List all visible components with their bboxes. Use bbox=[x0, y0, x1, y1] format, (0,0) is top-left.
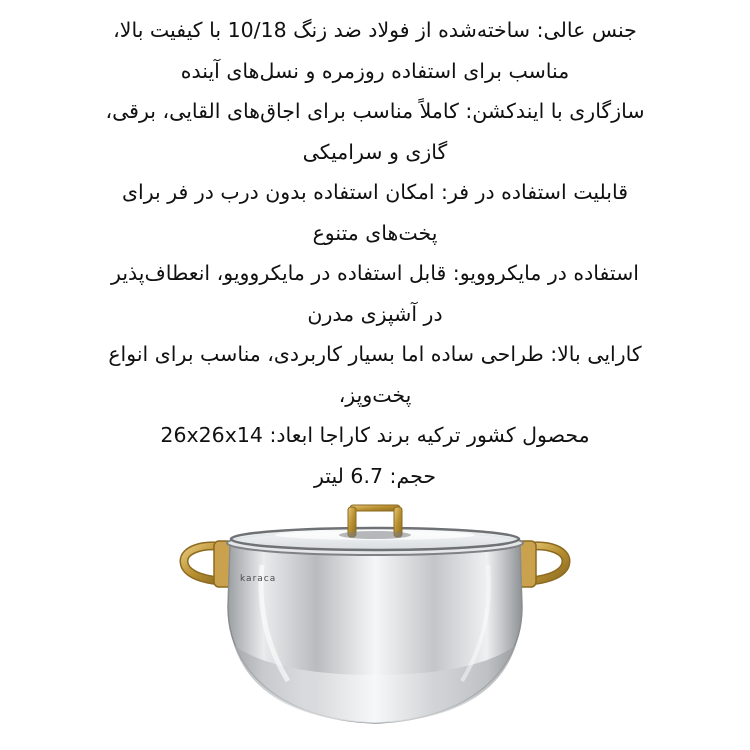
cooking-pot-illustration bbox=[170, 495, 580, 735]
brand-logo: karaca bbox=[240, 574, 277, 584]
description-line: مناسب برای استفاده روزمره و نسل‌های آینده bbox=[180, 58, 570, 83]
description-line: گازی و سرامیکی bbox=[302, 139, 448, 164]
description-line: کارایی بالا: طراحی ساده اما بسیار کاربردی، مناسب برای انواع bbox=[108, 342, 642, 366]
description-line: جنس عالی: ساخته‌شده از فولاد ضد زنگ 10/18 با کیفیت بالا، bbox=[113, 18, 637, 42]
description-line: سازگاری با ایندکشن: کاملاً مناسب برای اجاق‌های القایی، برقی، bbox=[105, 99, 645, 123]
left-handle bbox=[184, 541, 232, 587]
right-handle bbox=[518, 541, 566, 587]
description-line: پخت‌وپز، bbox=[338, 382, 412, 407]
description-line: در آشپزی مدرن bbox=[307, 301, 443, 326]
description-line: حجم: 6.7 لیتر bbox=[313, 463, 437, 488]
description-line: پخت‌های متنوع bbox=[312, 220, 438, 245]
lid-knob bbox=[339, 505, 411, 539]
product-description bbox=[40, 10, 710, 496]
description-line: استفاده در مایکروویو: قابل استفاده در مایکروویو، انعطاف‌پذیر bbox=[111, 261, 639, 285]
description-line: محصول کشور ترکیه برند کاراجا ابعاد: 26x26x14 bbox=[160, 423, 590, 447]
cooking-pot-image bbox=[170, 495, 580, 735]
description-line: قابلیت استفاده در فر: امکان استفاده بدون درب در فر برای bbox=[121, 180, 629, 204]
